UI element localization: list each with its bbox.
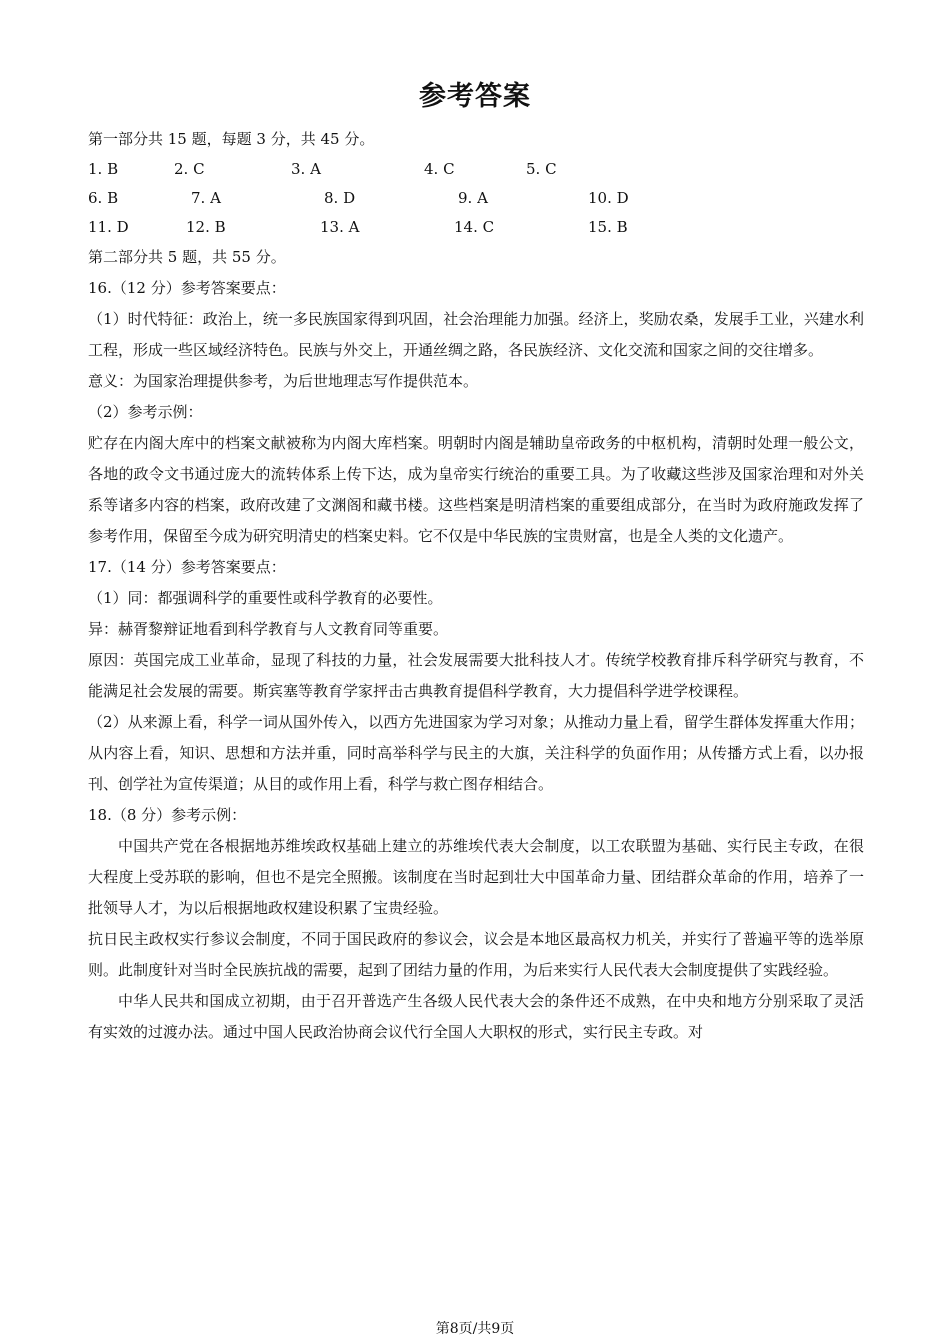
q17-header: 17.（14 分）参考答案要点： [88, 558, 286, 576]
mc-answer: 3. A [291, 160, 321, 178]
mc-answer: 13. A [320, 218, 360, 236]
q17-reason: 原因：英国完成工业革命，显现了科技的力量，社会发展需要大批科技人才。传统学校教育排斥科学研究与教育，不能满足社会发展的需要。斯宾塞等教育学家抨击古典教育提倡科学教育，大力提倡科学进学校课程。 [88, 651, 864, 700]
mc-answer: 2. C [174, 160, 205, 178]
q16-part2-label: （2）参考示例： [88, 403, 203, 421]
mc-answer: 10. D [588, 189, 629, 207]
mc-answer: 12. B [186, 218, 226, 236]
mc-answer: 11. D [88, 218, 129, 236]
mc-answer: 4. C [424, 160, 455, 178]
mc-answer-row [88, 184, 864, 213]
q18-paragraph-2: 抗日民主政权实行参议会制度，不同于国民政府的参议会，议会是本地区最高权力机关，并实行了普遍平等的选举原则。此制度针对当时全民族抗战的需要，起到了团结力量的作用，为后来实行人民代表大会制度提供了实践经验。 [88, 930, 864, 979]
q17-difference: 异：赫胥黎辩证地看到科学教育与人文教育同等重要。 [88, 620, 449, 638]
q18-paragraph-1: 中国共产党在各根据地苏维埃政权基础上建立的苏维埃代表大会制度，以工农联盟为基础、实行民主专政，在很大程度上受苏联的影响，但也不是完全照搬。该制度在当时起到壮大中国革命力量、团结群众革命的作用，培养了一批领导人才，为以后根据地政权建设积累了宝贵经验。 [88, 837, 864, 917]
mc-answer: 7. A [191, 189, 221, 207]
q16-header: 16.（12 分）参考答案要点： [88, 279, 286, 297]
q18-paragraph-3: 中华人民共和国成立初期，由于召开普选产生各级人民代表大会的条件还不成熟，在中央和地方分别采取了灵活有实效的过渡办法。通过中国人民政治协商会议代行全国人大职权的形式，实行民主专政。对 [88, 992, 864, 1041]
q16-part1: （1）时代特征：政治上，统一多民族国家得到巩固，社会治理能力加强。经济上，奖励农桑，发展手工业，兴建水利工程，形成一些区域经济特色。民族与外交上，开通丝绸之路，各民族经济、文化交流和国家之间的交往增多。 [88, 310, 864, 359]
mc-answer: 6. B [88, 189, 119, 207]
q16-significance: 意义：为国家治理提供参考，为后世地理志写作提供范本。 [88, 372, 479, 390]
mc-answer-row [88, 155, 864, 184]
q17-part2: （2）从来源上看，科学一词从国外传入，以西方先进国家为学习对象；从推动力量上看，留学生群体发挥重大作用；从内容上看，知识、思想和方法并重，同时高举科学与民主的大旗，关注科学的负面作用；从传播方式上看，以办报刊、创学社为宣传渠道；从目的或作用上看，科学与救亡图存相结合。 [88, 713, 864, 793]
part2-header: 第二部分共 5 题，共 55 分。 [88, 248, 286, 266]
mc-answer: 14. C [454, 218, 495, 236]
mc-answer: 15. B [588, 218, 628, 236]
q18-header: 18.（8 分）参考示例： [88, 806, 247, 824]
q16-example: 贮存在内阁大库中的档案文献被称为内阁大库档案。明朝时内阁是辅助皇帝政务的中枢机构，清朝时处理一般公文，各地的政令文书通过庞大的流转体系上传下达，成为皇帝实行统治的重要工具。为了收藏这些涉及国家治理和对外关系等诸多内容的档案，政府改建了文渊阁和藏书楼。这些档案是明清档案的重要组成部分，在当时为政府施政发挥了参考作用，保留至今成为研究明清史的档案史料。它不仅是中华民族的宝贵财富，也是全人类的文化遗产。 [88, 434, 864, 545]
q17-similarity: （1）同：都强调科学的重要性或科学教育的必要性。 [88, 589, 443, 607]
page-number: 第8页/共9页 [435, 1321, 515, 1337]
mc-answer: 9. A [458, 189, 488, 207]
mc-answer-row [88, 213, 864, 242]
part1-header: 第一部分共 15 题，每题 3 分，共 45 分。 [88, 130, 375, 148]
page-title: 参考答案 [419, 81, 531, 112]
mc-answer: 8. D [324, 189, 356, 207]
mc-answer: 1. B [88, 160, 119, 178]
answer-content [88, 124, 864, 1048]
mc-answer: 5. C [526, 160, 557, 178]
